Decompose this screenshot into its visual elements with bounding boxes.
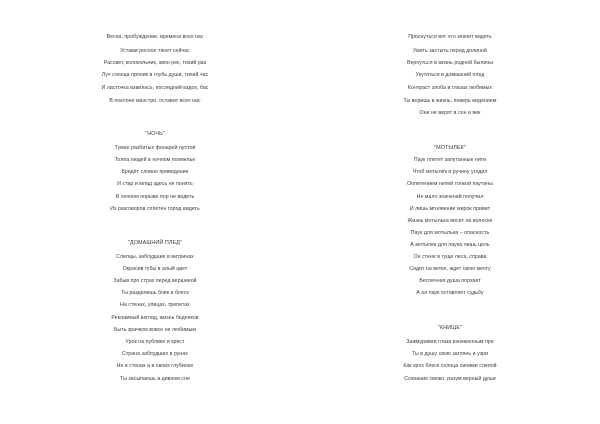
poem-line: Урок на публике и крест — [125, 339, 185, 345]
poem-line: В поклоне маэстро, оставит всех нас — [109, 98, 201, 104]
poem-line: Быть зрачком вовсе не любимым — [113, 327, 197, 333]
poem-title: "КНИЩЕ" — [437, 325, 463, 331]
poem-line: Чтоб мотылёк в ручину угодил — [412, 169, 488, 175]
poem-line: Из разговоров сплетен город видеть — [110, 206, 200, 212]
poem-line: Они не верят в сон и век — [419, 110, 481, 116]
poem-line: Как крох блеск солнца синими слепой — [403, 363, 497, 369]
poem-line: Луч солнца проник в глубь души, тихий час — [101, 72, 209, 78]
poem-line: Жизнь мотылька висит на волоске — [407, 218, 493, 224]
poem-line: Забыв про страх перед вершиной — [113, 278, 197, 284]
poem-line: В ночном порыве пор не видеть — [115, 194, 195, 200]
poem-line: Не мало значений получил — [416, 194, 484, 200]
poem-line: Устами росное тянет сейчас — [120, 48, 190, 54]
poem-line: Беспечная душа порхает — [419, 278, 481, 284]
poem-line: Он стене в гуще леса, справа — [413, 254, 487, 260]
poem-line: Не в стенах а в своих глубинах — [116, 363, 194, 369]
poem-line: На стенах, улицах, трепетах — [120, 302, 190, 308]
poem-line: Ты засыпаешь в дивном сне — [120, 376, 190, 382]
poem-line: И ласточка взвилась, последний вздох, бас — [101, 85, 209, 91]
poem-line: Сознание свежо, разум верный души — [404, 376, 496, 382]
poem-line: Слепцы, заблудшие в витринах — [116, 254, 194, 260]
poem-title: "МОТЫЛЕК" — [434, 145, 466, 151]
poem-line: Рекламный взгляд, жизнь бедняков — [111, 315, 199, 321]
poem-line: И стар и млад здесь не понять — [117, 181, 193, 187]
poem-line: Вернуться в жизнь родной былины — [406, 60, 494, 66]
poem-line: Ты разделишь блик и блеск — [121, 290, 189, 296]
poem-title: "ДОМАШНИЙ ПЛЕД" — [128, 240, 182, 246]
poem-line: Страна заблудших в рунах — [122, 351, 188, 357]
right-column — [350, 0, 550, 424]
poem-line: Паук для мотылька – опасность — [410, 230, 490, 236]
poem-line: Укутаться в домашний плед — [415, 72, 485, 78]
poem-line: И лишь мгновение мирок привит — [409, 206, 491, 212]
poem-line: Бредёт словно приведение — [121, 169, 189, 175]
poem-line: Туман разбитых фонарей пустой — [114, 145, 196, 151]
poem-line: Уметь застыть перед долиной — [413, 48, 487, 54]
poem-line: Проснуться вот что значит видеть — [408, 34, 492, 40]
poem-line: Рассвет, колокольчик, звон рек, тихий раз — [103, 60, 207, 66]
poem-line: Толпа людей в ночном похмелье — [114, 157, 196, 163]
poem-line: Паук плетет запутанные нити — [413, 157, 487, 163]
poem-line: Ты в душу свою заглянь и узри — [411, 351, 489, 357]
poem-line: Ты веришь в жизнь, поверь видением — [403, 98, 497, 104]
poem-line: Окрасив губы в алый цвет — [122, 266, 188, 272]
left-column — [55, 0, 255, 424]
poem-line: Сидит на ветке, ждет свою мечту — [409, 266, 491, 272]
poem-line: Контраст злоба в глазах любимых — [407, 85, 493, 91]
poem-line: Зажмуривая глаза изнеженным пре — [406, 339, 494, 345]
poem-line: А мотылек для паука лишь цель — [410, 242, 490, 248]
poem-line: Оплетением нитей тонкой паутины — [406, 181, 493, 187]
poem-line: Весна, пробуждение, времена всех нас — [106, 34, 204, 40]
poem-title: "НОЧЬ" — [145, 131, 165, 137]
poem-line: А он паук оставляет судьбу — [416, 290, 484, 296]
